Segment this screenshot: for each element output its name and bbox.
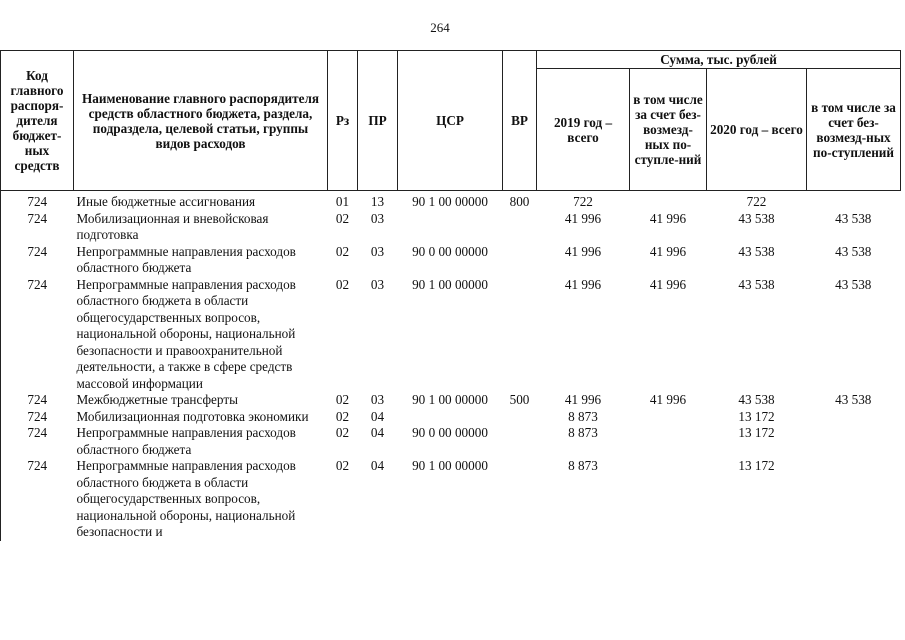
header-name: Наименование главного распорядителя средств областного бюджета, раздела, подраздела, целевой статьи, группы видов расходов — [74, 51, 328, 191]
cell-2020-total: 13 172 — [738, 408, 775, 424]
cell-code: 724 — [1, 277, 74, 393]
cell-vr — [503, 458, 537, 541]
table-row — [1, 191, 901, 211]
cell-csr: 90 1 00 00000 — [412, 392, 488, 407]
cell-2019-free: 41 996 — [649, 276, 687, 292]
cell-name: Непрограммные направления расходов областного бюджета в области общегосударственных вопросов, национальной обороны, национальной безопасности и — [76, 458, 296, 539]
budget-table — [0, 50, 901, 541]
cell-rz: 02 — [335, 276, 350, 292]
header-pr: ПР — [358, 51, 398, 191]
table-body — [1, 191, 901, 541]
cell-name: Непрограммные направления расходов областного бюджета — [76, 243, 296, 275]
cell-pr: 13 — [370, 194, 385, 209]
cell-vr: 500 — [509, 392, 530, 407]
cell-code: 724 — [1, 392, 74, 409]
cell-rz: 02 — [335, 392, 350, 407]
cell-2020-total: 13 172 — [738, 458, 775, 473]
cell-2020-free — [807, 458, 901, 541]
cell-2020-total: 43 538 — [738, 276, 775, 292]
cell-2019-total: 8 873 — [568, 425, 598, 440]
header-code: Код главного распоря-дителя бюджет-ных средств — [1, 51, 74, 191]
cell-2019-free — [630, 191, 707, 211]
cell-csr: 90 1 00 00000 — [412, 458, 488, 473]
table-row — [1, 458, 901, 541]
cell-csr — [398, 211, 503, 244]
cell-rz: 01 — [335, 194, 350, 209]
table-row — [1, 277, 901, 393]
cell-2019-free: 41 996 — [649, 392, 687, 407]
cell-pr: 04 — [370, 458, 385, 473]
cell-rz: 02 — [335, 458, 350, 473]
cell-2019-total: 41 996 — [564, 243, 602, 259]
header-rz: Рз — [328, 51, 358, 191]
cell-rz: 02 — [335, 408, 350, 424]
cell-code: 724 — [1, 211, 74, 244]
cell-2019-total: 8 873 — [568, 458, 598, 473]
header-sum-group: Сумма, тыс. рублей — [537, 51, 901, 69]
header-vr: ВР — [503, 51, 537, 191]
cell-2020-total: 43 538 — [738, 243, 775, 259]
header-csr: ЦСР — [398, 51, 503, 191]
cell-vr: 800 — [509, 194, 530, 209]
cell-2019-total: 722 — [573, 194, 593, 209]
table-row — [1, 392, 901, 409]
cell-pr: 04 — [370, 408, 385, 424]
cell-vr — [503, 425, 537, 458]
cell-code: 724 — [1, 244, 74, 277]
cell-2020-total: 43 538 — [738, 392, 775, 407]
cell-csr: 90 0 00 00000 — [412, 425, 488, 440]
cell-rz: 02 — [335, 425, 350, 440]
cell-vr — [503, 244, 537, 277]
cell-code: 724 — [1, 409, 74, 426]
cell-2020-free: 43 538 — [835, 276, 872, 292]
table-row — [1, 244, 901, 277]
cell-rz: 02 — [335, 243, 350, 259]
cell-2020-free — [807, 425, 901, 458]
cell-code: 724 — [1, 458, 74, 541]
page-number: 264 — [430, 20, 450, 35]
cell-pr: 03 — [370, 210, 385, 226]
cell-code: 724 — [1, 191, 74, 211]
cell-vr — [503, 277, 537, 393]
cell-name: Мобилизационная подготовка экономики — [76, 408, 309, 424]
table-header — [1, 51, 901, 191]
cell-2020-total: 13 172 — [738, 425, 775, 440]
cell-2020-free — [807, 191, 901, 211]
cell-pr: 03 — [370, 276, 385, 292]
header-2019-total: 2019 год – всего — [537, 69, 630, 191]
cell-name: Мобилизационная и вневойсковая подготовка — [76, 210, 269, 242]
cell-2019-total: 8 873 — [568, 408, 598, 424]
cell-2020-total: 722 — [746, 194, 767, 209]
cell-name: Непрограммные направления расходов областного бюджета в области общегосударственных вопросов, национальной обороны, национальной безопасности и правоохранительной деятельности, а также в сфере средств массовой информации — [76, 276, 296, 391]
cell-pr: 04 — [370, 425, 385, 440]
cell-2020-free: 43 538 — [835, 210, 872, 226]
cell-2019-free: 41 996 — [649, 243, 687, 259]
cell-csr: 90 1 00 00000 — [412, 276, 488, 292]
cell-2019-free — [630, 458, 707, 541]
cell-2020-free: 43 538 — [835, 243, 872, 259]
cell-vr — [503, 409, 537, 426]
cell-2019-total: 41 996 — [564, 276, 602, 292]
cell-name: Иные бюджетные ассигнования — [76, 194, 256, 209]
cell-vr — [503, 211, 537, 244]
header-2020-free: в том числе за счет без-возмезд-ных по-ступлений — [807, 69, 901, 191]
cell-2019-free — [630, 425, 707, 458]
cell-code: 724 — [1, 425, 74, 458]
cell-2019-free: 41 996 — [649, 210, 687, 226]
header-2020-total: 2020 год – всего — [707, 69, 807, 191]
cell-2020-free: 43 538 — [835, 392, 872, 407]
cell-name: Непрограммные направления расходов областного бюджета — [76, 425, 296, 457]
cell-csr: 90 1 00 00000 — [412, 194, 488, 209]
cell-2019-total: 41 996 — [564, 392, 602, 407]
cell-2020-free — [807, 409, 901, 426]
table-row — [1, 409, 901, 426]
cell-pr: 03 — [370, 243, 385, 259]
cell-2019-total: 41 996 — [564, 210, 602, 226]
table-row — [1, 425, 901, 458]
cell-2020-total: 43 538 — [738, 210, 775, 226]
cell-csr: 90 0 00 00000 — [412, 243, 488, 259]
cell-pr: 03 — [370, 392, 385, 407]
table-row — [1, 211, 901, 244]
cell-2019-free — [630, 409, 707, 426]
header-2019-free: в том числе за счет без-возмезд-ных по-ступле-ний — [630, 69, 707, 191]
cell-csr — [398, 409, 503, 426]
cell-rz: 02 — [335, 210, 350, 226]
cell-name: Межбюджетные трансферты — [76, 392, 238, 407]
